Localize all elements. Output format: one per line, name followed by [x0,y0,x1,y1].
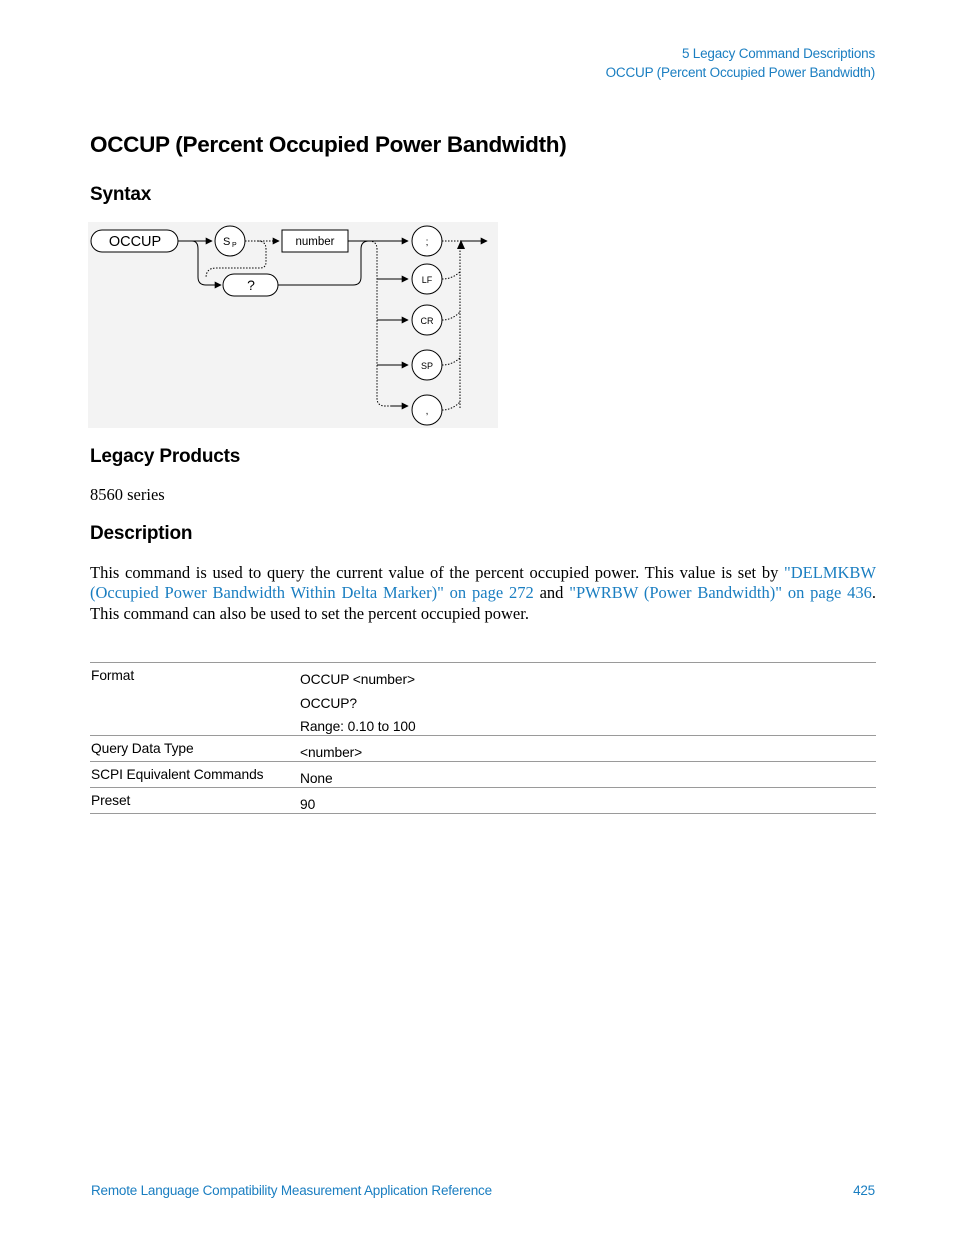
legacy-products-heading: Legacy Products [90,446,241,467]
svg-text:CR: CR [420,316,434,326]
svg-text:LF: LF [421,275,433,285]
footer-page-number: 425 [853,1183,875,1198]
footer-doc-title: Remote Language Compatibility Measurement Application Reference [91,1183,492,1198]
terminator-sp [412,350,442,380]
table-row-scpi [90,761,876,787]
description-text-3: . This command can also be used to set the percent occupied power. [90,583,877,623]
svg-text:;: ; [425,237,429,248]
table-label-preset: Preset [91,793,131,808]
terminator-comma [412,395,442,425]
svg-text:,: , [425,406,429,417]
description-text-1: This command is used to query the current value of the percent occupied power. This value is set by [90,563,785,582]
command-table [90,662,876,814]
terminator-lf [412,264,442,294]
query-symbol: ? [247,277,255,293]
terminator-semicolon [412,226,442,256]
table-label-scpi: SCPI Equivalent Commands [91,767,264,782]
svg-text:SP: SP [420,361,434,371]
table-value-preset: 90 [300,797,316,812]
table-value-format-3: Range: 0.10 to 100 [300,719,416,734]
description-text-2: and [533,583,570,603]
sp-symbol: S [223,236,231,248]
delmkbw-link[interactable]: "DELMKBW (Occupied Power Bandwidth Within Delta Marker)" on page 272 [90,563,876,603]
table-label-query-data-type: Query Data Type [91,741,194,756]
running-header-chapter: 5 Legacy Command Descriptions [681,46,875,61]
description-heading: Description [90,523,193,544]
syntax-diagram [88,222,498,428]
description-paragraph [90,563,876,624]
occup-keyword: OCCUP [108,234,162,250]
terminator-cr [412,305,442,335]
running-header-section: OCCUP (Percent Occupied Power Bandwidth) [605,65,875,80]
syntax-heading: Syntax [90,184,152,205]
table-value-format-2: OCCUP? [300,695,357,711]
table-value-query-data-type: <number> [300,745,363,760]
number-parameter: number [295,236,335,248]
page-title: OCCUP (Percent Occupied Power Bandwidth) [90,132,567,157]
table-value-scpi: None [300,771,333,786]
table-label-format: Format [91,668,135,683]
legacy-products-text: 8560 series [90,485,165,504]
table-row-format [90,662,876,735]
table-row-query-data-type [90,735,876,761]
pwrbw-link[interactable]: "PWRBW (Power Bandwidth)" on page 436 [569,583,872,603]
sp-subscript: P [232,242,237,249]
table-row-preset [90,787,876,814]
table-value-format-1: OCCUP <number> [300,672,415,687]
